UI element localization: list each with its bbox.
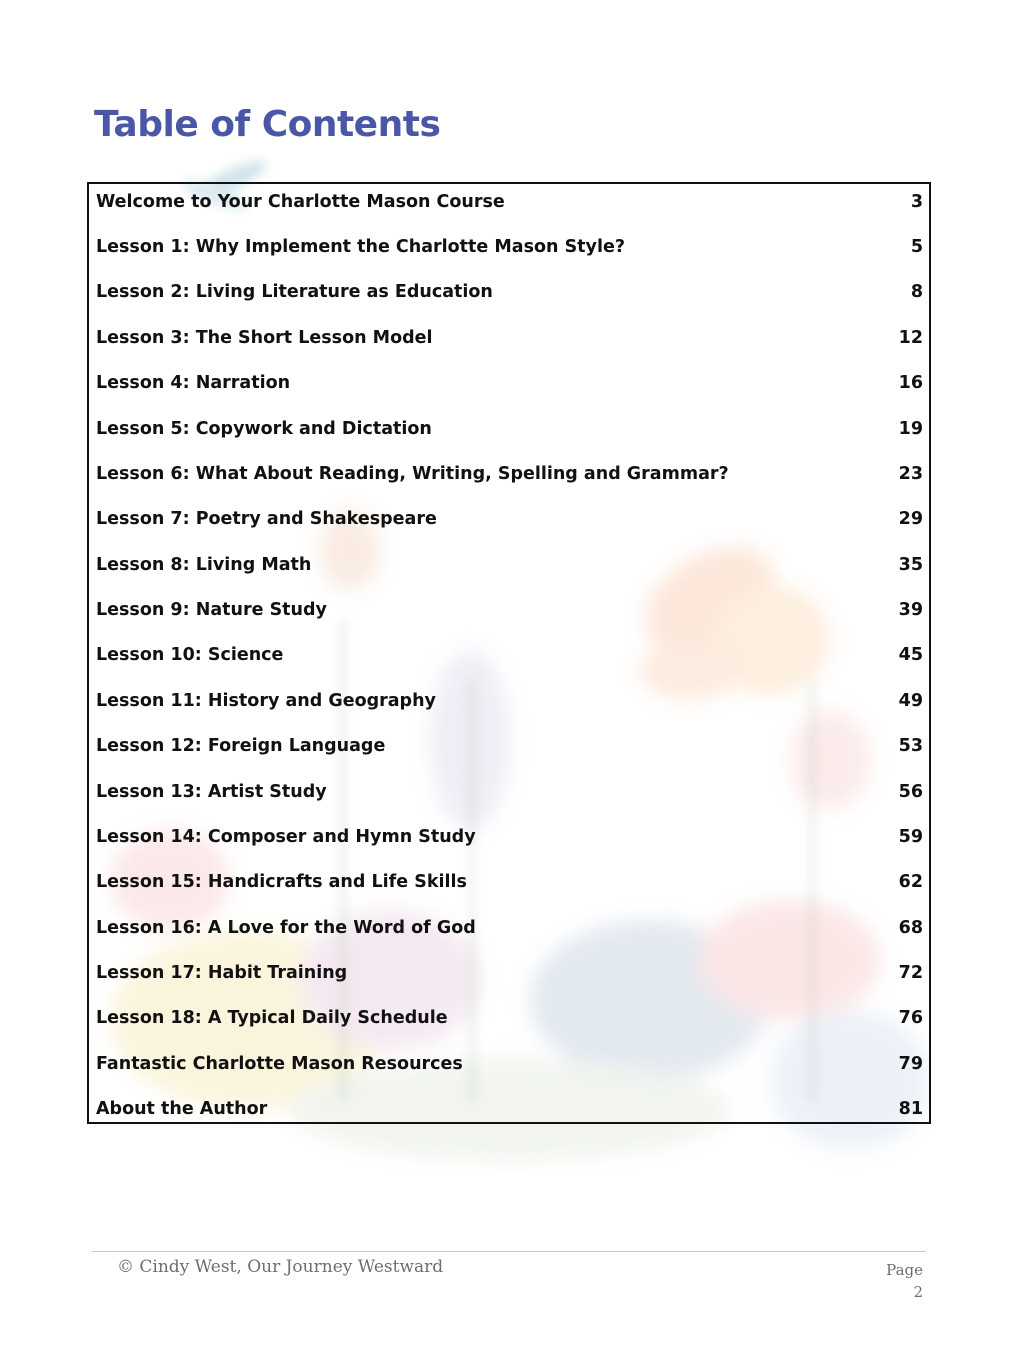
toc-entry-page: 62 — [898, 872, 923, 892]
toc-entry-label: Lesson 4: Narration — [96, 373, 291, 393]
toc-entry-page: 56 — [898, 782, 923, 802]
toc-entry[interactable] — [89, 414, 929, 444]
toc-entry-label: Lesson 18: A Typical Daily Schedule — [96, 1008, 448, 1028]
toc-entry-label: Fantastic Charlotte Mason Resources — [96, 1054, 463, 1074]
toc-entry[interactable] — [89, 323, 929, 353]
toc-entry-label: Lesson 16: A Love for the Word of God — [96, 918, 476, 938]
toc-entry[interactable] — [89, 640, 929, 670]
toc-entry-label: About the Author — [96, 1099, 268, 1119]
toc-entry-page: 19 — [898, 419, 923, 439]
toc-entry[interactable] — [89, 1003, 929, 1033]
toc-entry-page: 53 — [898, 736, 923, 756]
toc-entry-page: 29 — [898, 509, 923, 529]
toc-entry[interactable] — [89, 187, 929, 217]
toc-entry[interactable] — [89, 958, 929, 988]
toc-entry[interactable] — [89, 822, 929, 852]
toc-entry-label: Lesson 5: Copywork and Dictation — [96, 419, 432, 439]
toc-entry[interactable] — [89, 686, 929, 716]
toc-entry-label: Lesson 17: Habit Training — [96, 963, 348, 983]
toc-entry[interactable] — [89, 913, 929, 943]
toc-entry-label: Lesson 13: Artist Study — [96, 782, 327, 802]
toc-entry-label: Lesson 12: Foreign Language — [96, 736, 386, 756]
toc-entry-page: 8 — [910, 282, 923, 302]
toc-entry-page: 49 — [898, 691, 923, 711]
toc-entry-label: Lesson 14: Composer and Hymn Study — [96, 827, 476, 847]
toc-entry[interactable] — [89, 368, 929, 398]
toc-entry-label: Welcome to Your Charlotte Mason Course — [96, 192, 505, 212]
footer-page-number — [860, 1259, 923, 1303]
table-of-contents — [87, 182, 931, 1124]
toc-entry-label: Lesson 3: The Short Lesson Model — [96, 328, 433, 348]
toc-entry[interactable] — [89, 731, 929, 761]
toc-entry[interactable] — [89, 867, 929, 897]
toc-entry-page: 16 — [898, 373, 923, 393]
toc-entry[interactable] — [89, 232, 929, 262]
toc-entry[interactable] — [89, 1094, 929, 1124]
footer-copyright: © Cindy West, Our Journey Westward — [117, 1257, 444, 1277]
toc-entry-label: Lesson 15: Handicrafts and Life Skills — [96, 872, 467, 892]
toc-entry-page: 23 — [898, 464, 923, 484]
toc-entry-label: Lesson 7: Poetry and Shakespeare — [96, 509, 437, 529]
toc-entry-page: 45 — [898, 645, 923, 665]
toc-entry-page: 39 — [898, 600, 923, 620]
toc-entry-label: Lesson 1: Why Implement the Charlotte Mason Style? — [96, 237, 625, 257]
toc-entry-page: 68 — [898, 918, 923, 938]
toc-entry-label: Lesson 10: Science — [96, 645, 284, 665]
toc-entry-label: Lesson 9: Nature Study — [96, 600, 327, 620]
toc-entry-page: 72 — [898, 963, 923, 983]
toc-entry[interactable] — [89, 504, 929, 534]
toc-entry[interactable] — [89, 1049, 929, 1079]
toc-entry-page: 12 — [898, 328, 923, 348]
toc-entry-label: Lesson 8: Living Math — [96, 555, 312, 575]
toc-entry[interactable] — [89, 459, 929, 489]
toc-entry-label: Lesson 6: What About Reading, Writing, Spelling and Grammar? — [96, 464, 729, 484]
toc-entry-label: Lesson 11: History and Geography — [96, 691, 436, 711]
footer-page-value: 2 — [913, 1283, 923, 1301]
toc-entry-page: 79 — [898, 1054, 923, 1074]
toc-entry-page: 3 — [910, 192, 923, 212]
toc-entry-page: 35 — [898, 555, 923, 575]
toc-entry-page: 5 — [910, 237, 923, 257]
toc-entry[interactable] — [89, 550, 929, 580]
toc-entry[interactable] — [89, 277, 929, 307]
footer-page-label: Page — [886, 1261, 923, 1279]
toc-entry[interactable] — [89, 595, 929, 625]
toc-entry-page: 59 — [898, 827, 923, 847]
toc-entry[interactable] — [89, 777, 929, 807]
toc-entry-page: 81 — [898, 1099, 923, 1119]
toc-entry-label: Lesson 2: Living Literature as Education — [96, 282, 493, 302]
page-title: Table of Contents — [94, 104, 441, 145]
footer-divider — [92, 1251, 926, 1252]
toc-entry-page: 76 — [898, 1008, 923, 1028]
